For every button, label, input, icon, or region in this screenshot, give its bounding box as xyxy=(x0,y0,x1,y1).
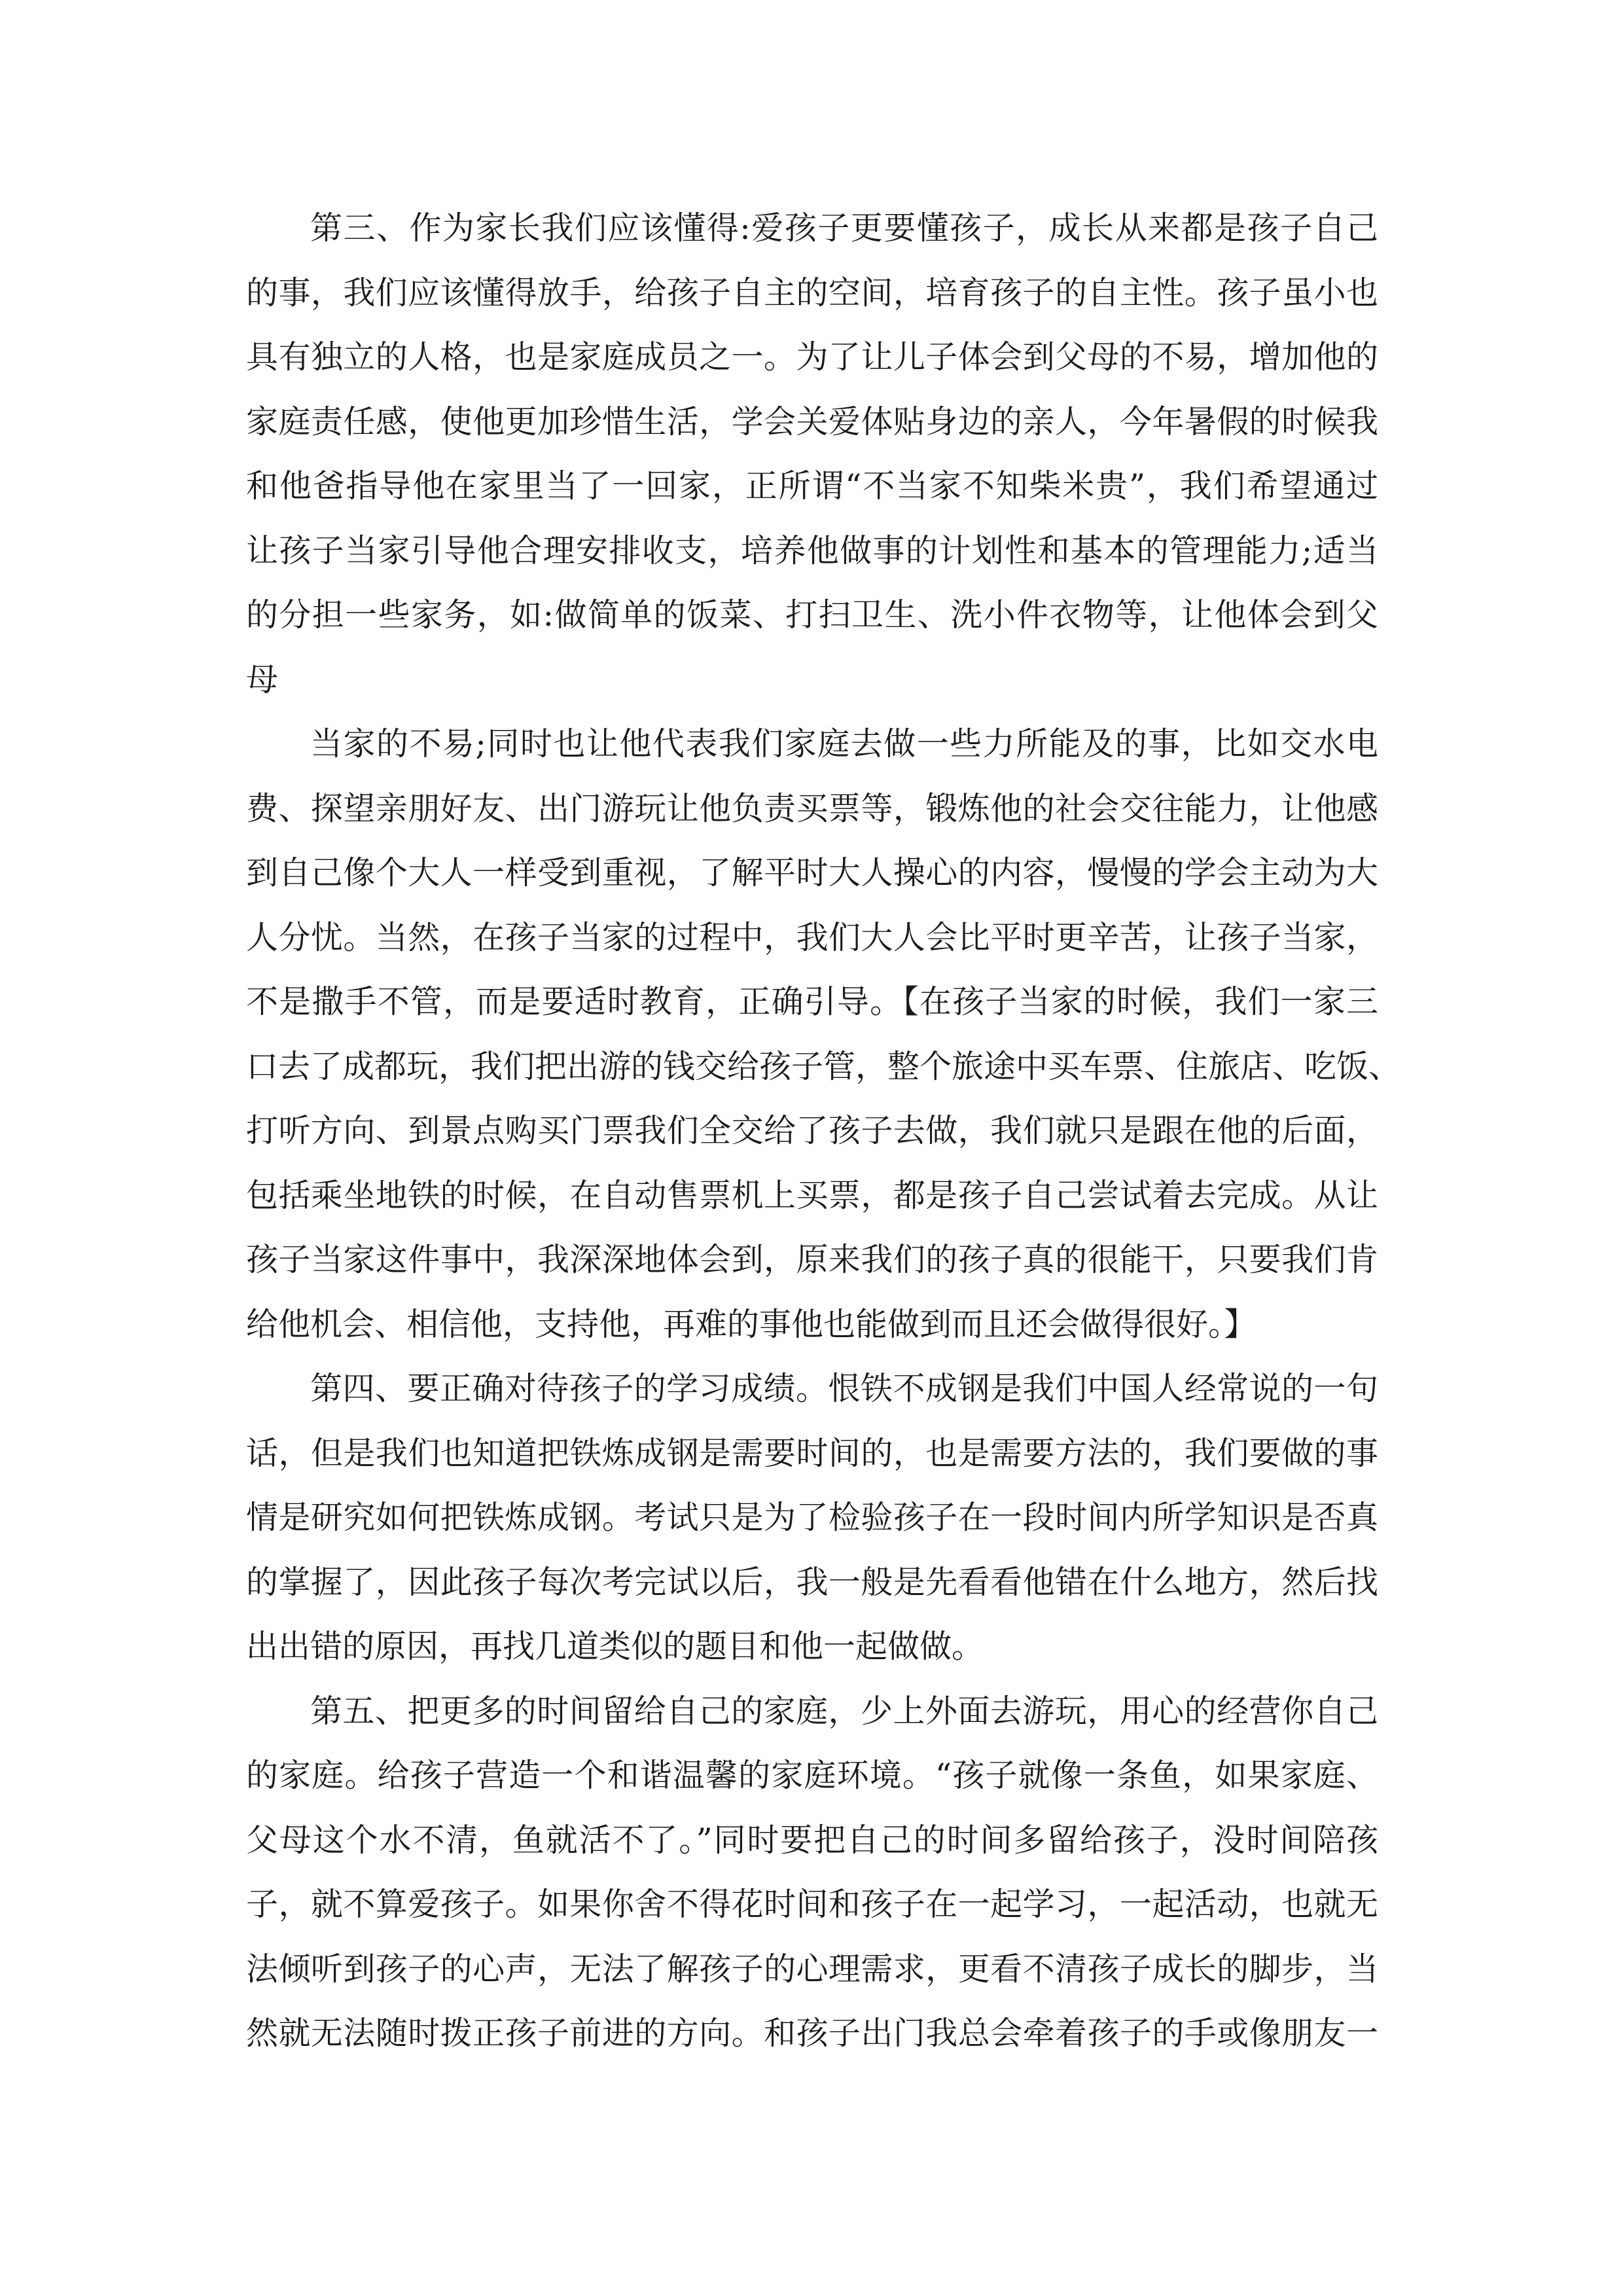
text-line: 打听方向、到景点购买门票我们全交给了孩子去做，我们就只是跟在他的后面， xyxy=(246,1112,1378,1149)
text-line: 具有独立的人格，也是家庭成员之一。为了让儿子体会到父母的不易，增加他的 xyxy=(246,338,1378,376)
text-line: 的事，我们应该懂得放手，给孩子自主的空间，培育孩子的自主性。孩子虽小也 xyxy=(246,274,1378,312)
paragraph-household-story xyxy=(246,712,1401,1357)
paragraph-fifth-point xyxy=(246,1679,1378,2066)
paragraph-fourth-point xyxy=(246,1357,1378,1679)
text-line: 子，就不算爱孩子。如果你舍不得花时间和孩子在一起学习，一起活动，也就无 xyxy=(246,1886,1378,1923)
text-line: 到自己像个大人一样受到重视，了解平时大人操心的内容，慢慢的学会主动为大 xyxy=(246,854,1378,891)
text-line: 包括乘坐地铁的时候，在自动售票机上买票，都是孩子自己尝试着去完成。从让 xyxy=(246,1176,1378,1214)
paragraph-third-point xyxy=(246,196,1378,712)
text-line: 费、探望亲朋好友、出门游玩让他负责买票等，锻炼他的社会交往能力，让他感 xyxy=(246,789,1378,827)
text-line: 家庭责任感，使他更加珍惜生活，学会关爱体贴身边的亲人，今年暑假的时候我 xyxy=(246,403,1378,440)
text-line: 让孩子当家引导他合理安排收支，培养他做事的计划性和基本的管理能力;适当 xyxy=(246,531,1378,569)
text-line: 父母这个水不清，鱼就活不了。”同时要把自己的时间多留给孩子，没时间陪孩 xyxy=(246,1821,1378,1859)
text-line: 当家的不易;同时也让他代表我们家庭去做一些力所能及的事，比如交水电 xyxy=(310,725,1378,762)
text-line: 和他爸指导他在家里当了一回家，正所谓“不当家不知柴米贵”，我们希望通过 xyxy=(246,467,1378,505)
text-line: 话，但是我们也知道把铁炼成钢是需要时间的，也是需要方法的，我们要做的事 xyxy=(246,1434,1378,1472)
text-line: 第四、要正确对待孩子的学习成绩。恨铁不成钢是我们中国人经常说的一句 xyxy=(310,1370,1378,1407)
text-line: 口去了成都玩，我们把出游的钱交给孩子管，整个旅途中买车票、住旅店、吃饭、 xyxy=(246,1047,1401,1085)
text-line: 的掌握了，因此孩子每次考完试以后，我一般是先看看他错在什么地方，然后找 xyxy=(246,1563,1378,1601)
text-line: 给他机会、相信他，支持他，再难的事他也能做到而且还会做得很好。】 xyxy=(246,1305,1257,1343)
body-text xyxy=(246,196,1401,2066)
text-line: 人分忧。当然，在孩子当家的过程中，我们大人会比平时更辛苦，让孩子当家， xyxy=(246,918,1378,956)
text-line: 第五、把更多的时间留给自己的家庭，少上外面去游玩，用心的经营你自己 xyxy=(310,1692,1378,1730)
text-line: 情是研究如何把铁炼成钢。考试只是为了检验孩子在一段时间内所学知识是否真 xyxy=(246,1499,1378,1536)
text-line: 第三、作为家长我们应该懂得:爱孩子更要懂孩子，成长从来都是孩子自己 xyxy=(310,209,1378,247)
text-line: 不是撒手不管，而是要适时教育，正确引导。【在孩子当家的时候，我们一家三 xyxy=(246,983,1378,1020)
text-line: 然就无法随时拨正孩子前进的方向。和孩子出门我总会牵着孩子的手或像朋友一 xyxy=(246,2015,1378,2052)
text-line: 的分担一些家务，如:做简单的饭菜、打扫卫生、洗小件衣物等，让他体会到父 xyxy=(246,596,1378,634)
text-line: 出出错的原因，再找几道类似的题目和他一起做做。 xyxy=(246,1628,984,1665)
text-line: 的家庭。给孩子营造一个和谐温馨的家庭环境。“孩子就像一条鱼，如果家庭、 xyxy=(246,1757,1378,1794)
text-line: 孩子当家这件事中，我深深地体会到，原来我们的孩子真的很能干，只要我们肯 xyxy=(246,1241,1378,1278)
text-line: 母 xyxy=(246,660,279,698)
text-line: 法倾听到孩子的心声，无法了解孩子的心理需求，更看不清孩子成长的脚步，当 xyxy=(246,1950,1378,1988)
